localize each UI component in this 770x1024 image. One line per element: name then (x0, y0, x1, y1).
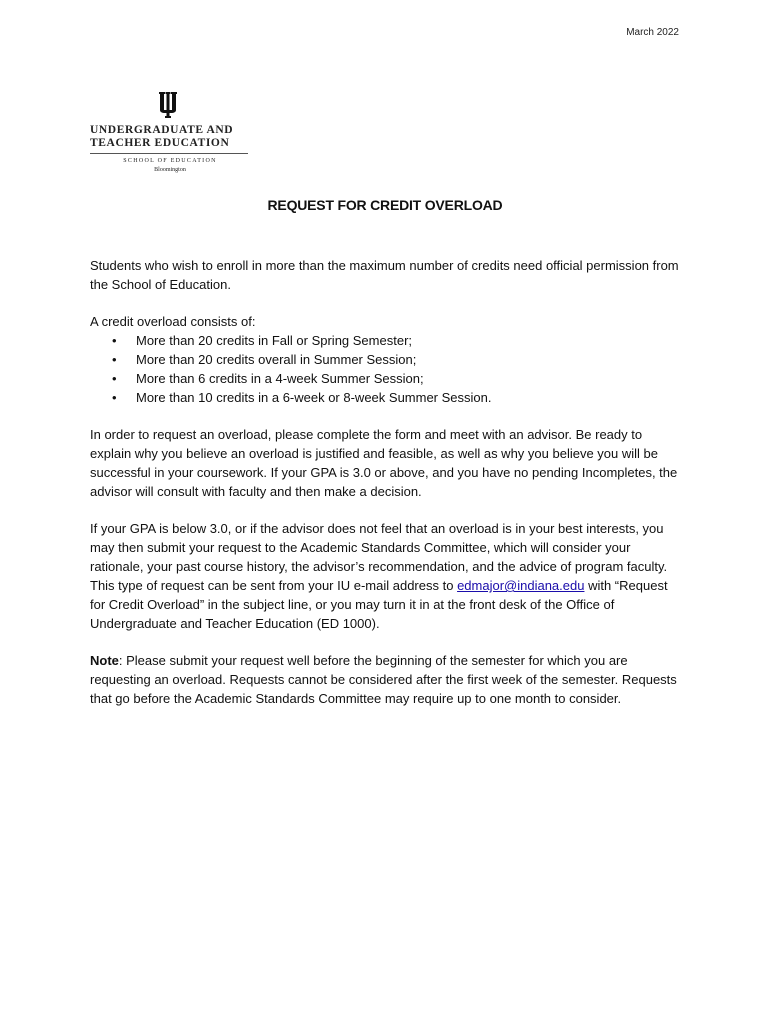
iu-trident-icon (157, 92, 179, 118)
logo-divider (90, 153, 248, 154)
logo-line-2: TEACHER EDUCATION (90, 137, 230, 149)
list-item: • More than 6 credits in a 4-week Summer Session; (112, 371, 424, 386)
document-body (90, 256, 682, 726)
document-date: March 2022 (626, 27, 679, 38)
list-item: • More than 20 credits in Fall or Spring Semester; (112, 333, 413, 348)
overload-list (90, 331, 682, 407)
logo-line-1: UNDERGRADUATE AND (90, 124, 234, 136)
overload-lead: A credit overload consists of: (90, 314, 256, 329)
bullet-icon: • (112, 333, 117, 348)
email-link[interactable]: edmajor@indiana.edu (457, 578, 585, 593)
bullet-icon: • (112, 371, 117, 386)
note-paragraph: Note: Please submit your request well before the beginning of the semester for which you are requesting an overload. Requests cannot be considered after the first week of the semester. Requests that go before the Academic Standards Committee may require up to one month to consider. (90, 653, 677, 706)
note-label: Note (90, 653, 119, 668)
bullet-icon: • (112, 390, 117, 405)
logo-school: SCHOOL OF EDUCATION (123, 158, 217, 164)
iu-logo (90, 92, 250, 174)
intro-paragraph: Students who wish to enroll in more than the maximum number of credits need official permission from the School of Education. (90, 258, 679, 292)
list-item: • More than 10 credits in a 6-week or 8-week Summer Session. (112, 390, 492, 405)
logo-campus: Bloomington (154, 167, 186, 173)
list-item: • More than 20 credits overall in Summer Session; (112, 352, 417, 367)
page-title: REQUEST FOR CREDIT OVERLOAD (267, 197, 503, 213)
request-paragraph: In order to request an overload, please complete the form and meet with an advisor. Be ready to explain why you believe an overload is justified and feasible, as well as why you believe you will be successful in your coursework. If your GPA is 3.0 or above, and you have no pending Incompletes, the advisor will consult with faculty and then make a decision. (90, 427, 678, 499)
bullet-icon: • (112, 352, 117, 367)
gpa-paragraph: If your GPA is below 3.0, or if the advisor does not feel that an overload is in your best interests, you may then submit your request to the Academic Standards Committee, which will consider your rationale, your past course history, the advisor’s recommendation, and the advice of program faculty. This type of request can be sent from your IU e-mail address to edmajor@indiana.edu with “Request for Credit Overload” in the subject line, or you may turn it in at the front desk of the Office of Undergraduate and Teacher Education (ED 1000). (90, 521, 668, 631)
